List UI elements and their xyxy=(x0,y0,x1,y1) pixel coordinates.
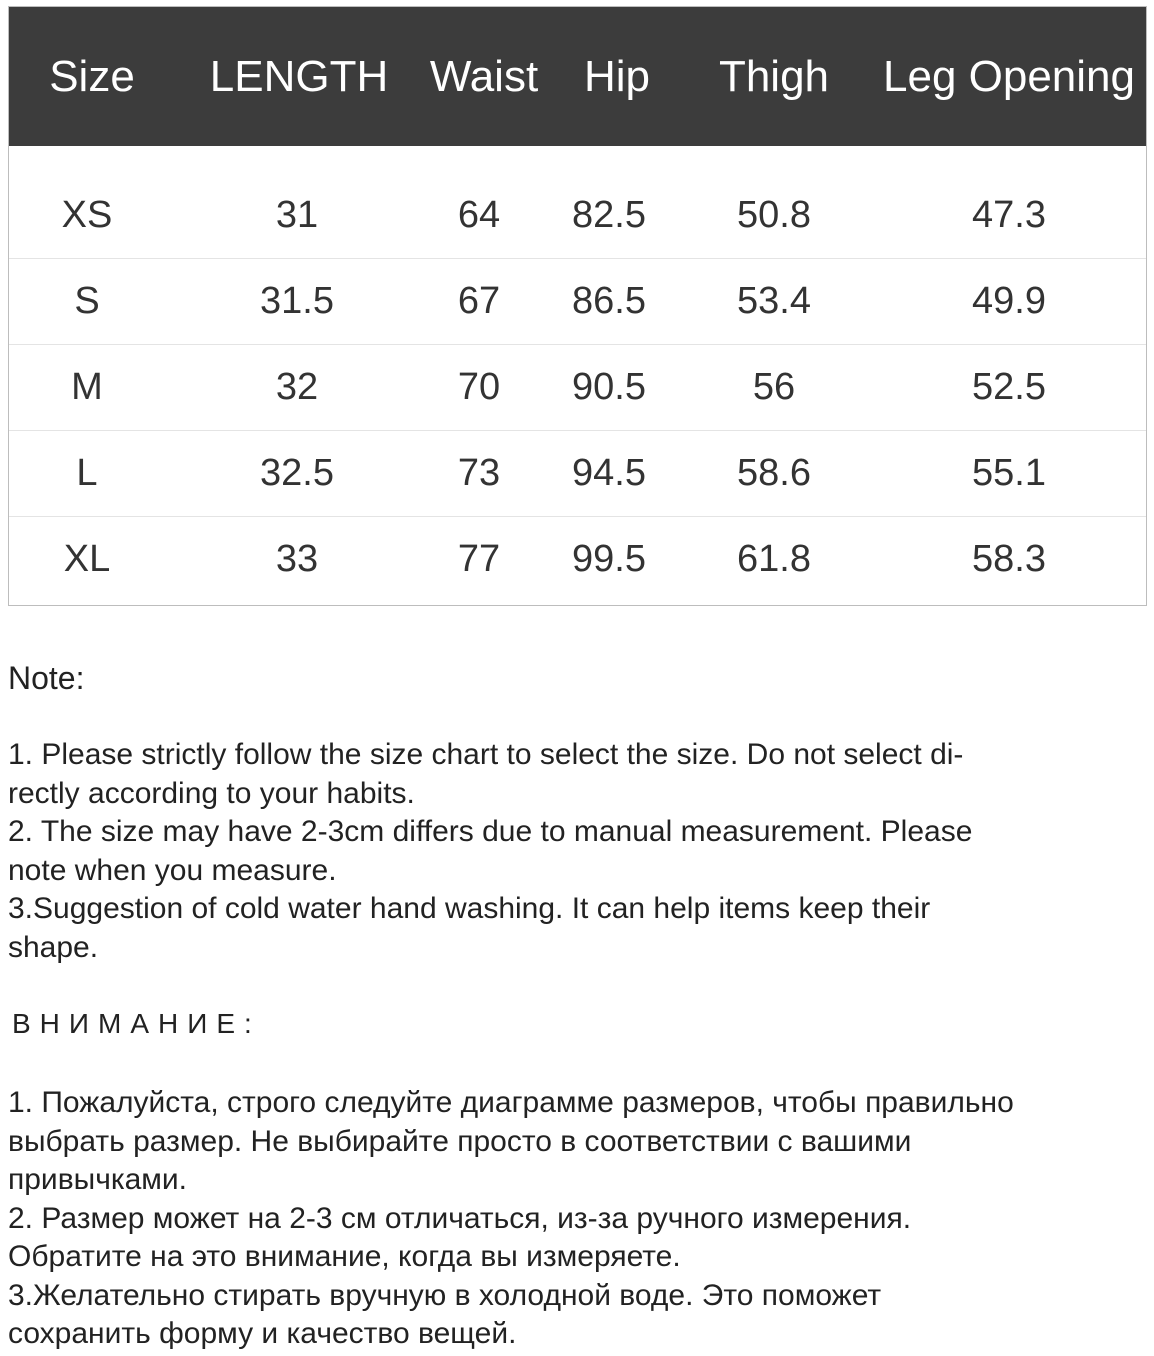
note-body-ru: 1. Пожалуйста, строго следуйте диаграмме размеров, чтобы правильно выбрать размер. Не выбирайте просто в соответствии с вашими привычками. 2. Размер может на 2-3 см отличаться, из-за ручного измерения. Обратите на это внимание, когда вы измеряете. 3.Желательно стирать вручную в холодной воде. Это поможет сохранить форму и качество вещей. xyxy=(8,1086,1014,1350)
cell-hip: 90.5 xyxy=(572,366,646,408)
cell-hip: 82.5 xyxy=(572,194,646,236)
header-size: Size xyxy=(49,52,135,101)
cell-thigh: 53.4 xyxy=(737,280,811,322)
cell-waist: 73 xyxy=(457,452,501,494)
header-hip: Hip xyxy=(583,52,651,101)
cell-leg-opening: 55.1 xyxy=(972,452,1046,494)
cell-length: 33 xyxy=(275,538,319,580)
cell-size: S xyxy=(74,280,100,322)
cell-thigh: 58.6 xyxy=(737,452,811,494)
cell-size: XS xyxy=(61,194,113,236)
cell-thigh: 50.8 xyxy=(737,194,811,236)
cell-hip: 99.5 xyxy=(572,538,646,580)
table-row xyxy=(9,172,1146,259)
cell-waist: 70 xyxy=(457,366,501,408)
cell-length: 32.5 xyxy=(260,452,334,494)
cell-size: L xyxy=(76,452,98,494)
cell-size: XL xyxy=(63,538,111,580)
header-waist: Waist xyxy=(429,52,539,101)
cell-waist: 77 xyxy=(457,538,501,580)
note-title: Note: xyxy=(8,660,85,696)
cell-hip: 86.5 xyxy=(572,280,646,322)
cell-leg-opening: 58.3 xyxy=(972,538,1046,580)
note-body: 1. Please strictly follow the size chart to select the size. Do not select di- rectly according to your habits. 2. The size may have 2-3cm differs due to manual measurement. Please note when you measure. 3.Suggestion of cold water hand washing. It can help items keep their shape. xyxy=(8,738,973,964)
cell-thigh: 61.8 xyxy=(737,538,811,580)
table-row xyxy=(9,344,1146,431)
table-row xyxy=(9,430,1146,517)
cell-leg-opening: 49.9 xyxy=(972,280,1046,322)
cell-length: 31 xyxy=(275,194,319,236)
header-leg-opening: Leg Opening xyxy=(883,52,1135,101)
cell-waist: 67 xyxy=(457,280,501,322)
size-chart-table xyxy=(8,6,1147,606)
cell-thigh: 56 xyxy=(752,366,796,408)
header-length: LENGTH xyxy=(209,52,389,101)
cell-length: 32 xyxy=(275,366,319,408)
table-header-row xyxy=(9,7,1146,146)
cell-leg-opening: 47.3 xyxy=(972,194,1046,236)
cell-length: 31.5 xyxy=(260,280,334,322)
table-row xyxy=(9,516,1146,602)
header-thigh: Thigh xyxy=(718,52,830,101)
table-row xyxy=(9,258,1146,345)
note-title-ru: ВНИМАНИЕ: xyxy=(12,1008,261,1039)
cell-waist: 64 xyxy=(457,194,501,236)
cell-leg-opening: 52.5 xyxy=(972,366,1046,408)
cell-size: M xyxy=(71,366,103,408)
cell-hip: 94.5 xyxy=(572,452,646,494)
